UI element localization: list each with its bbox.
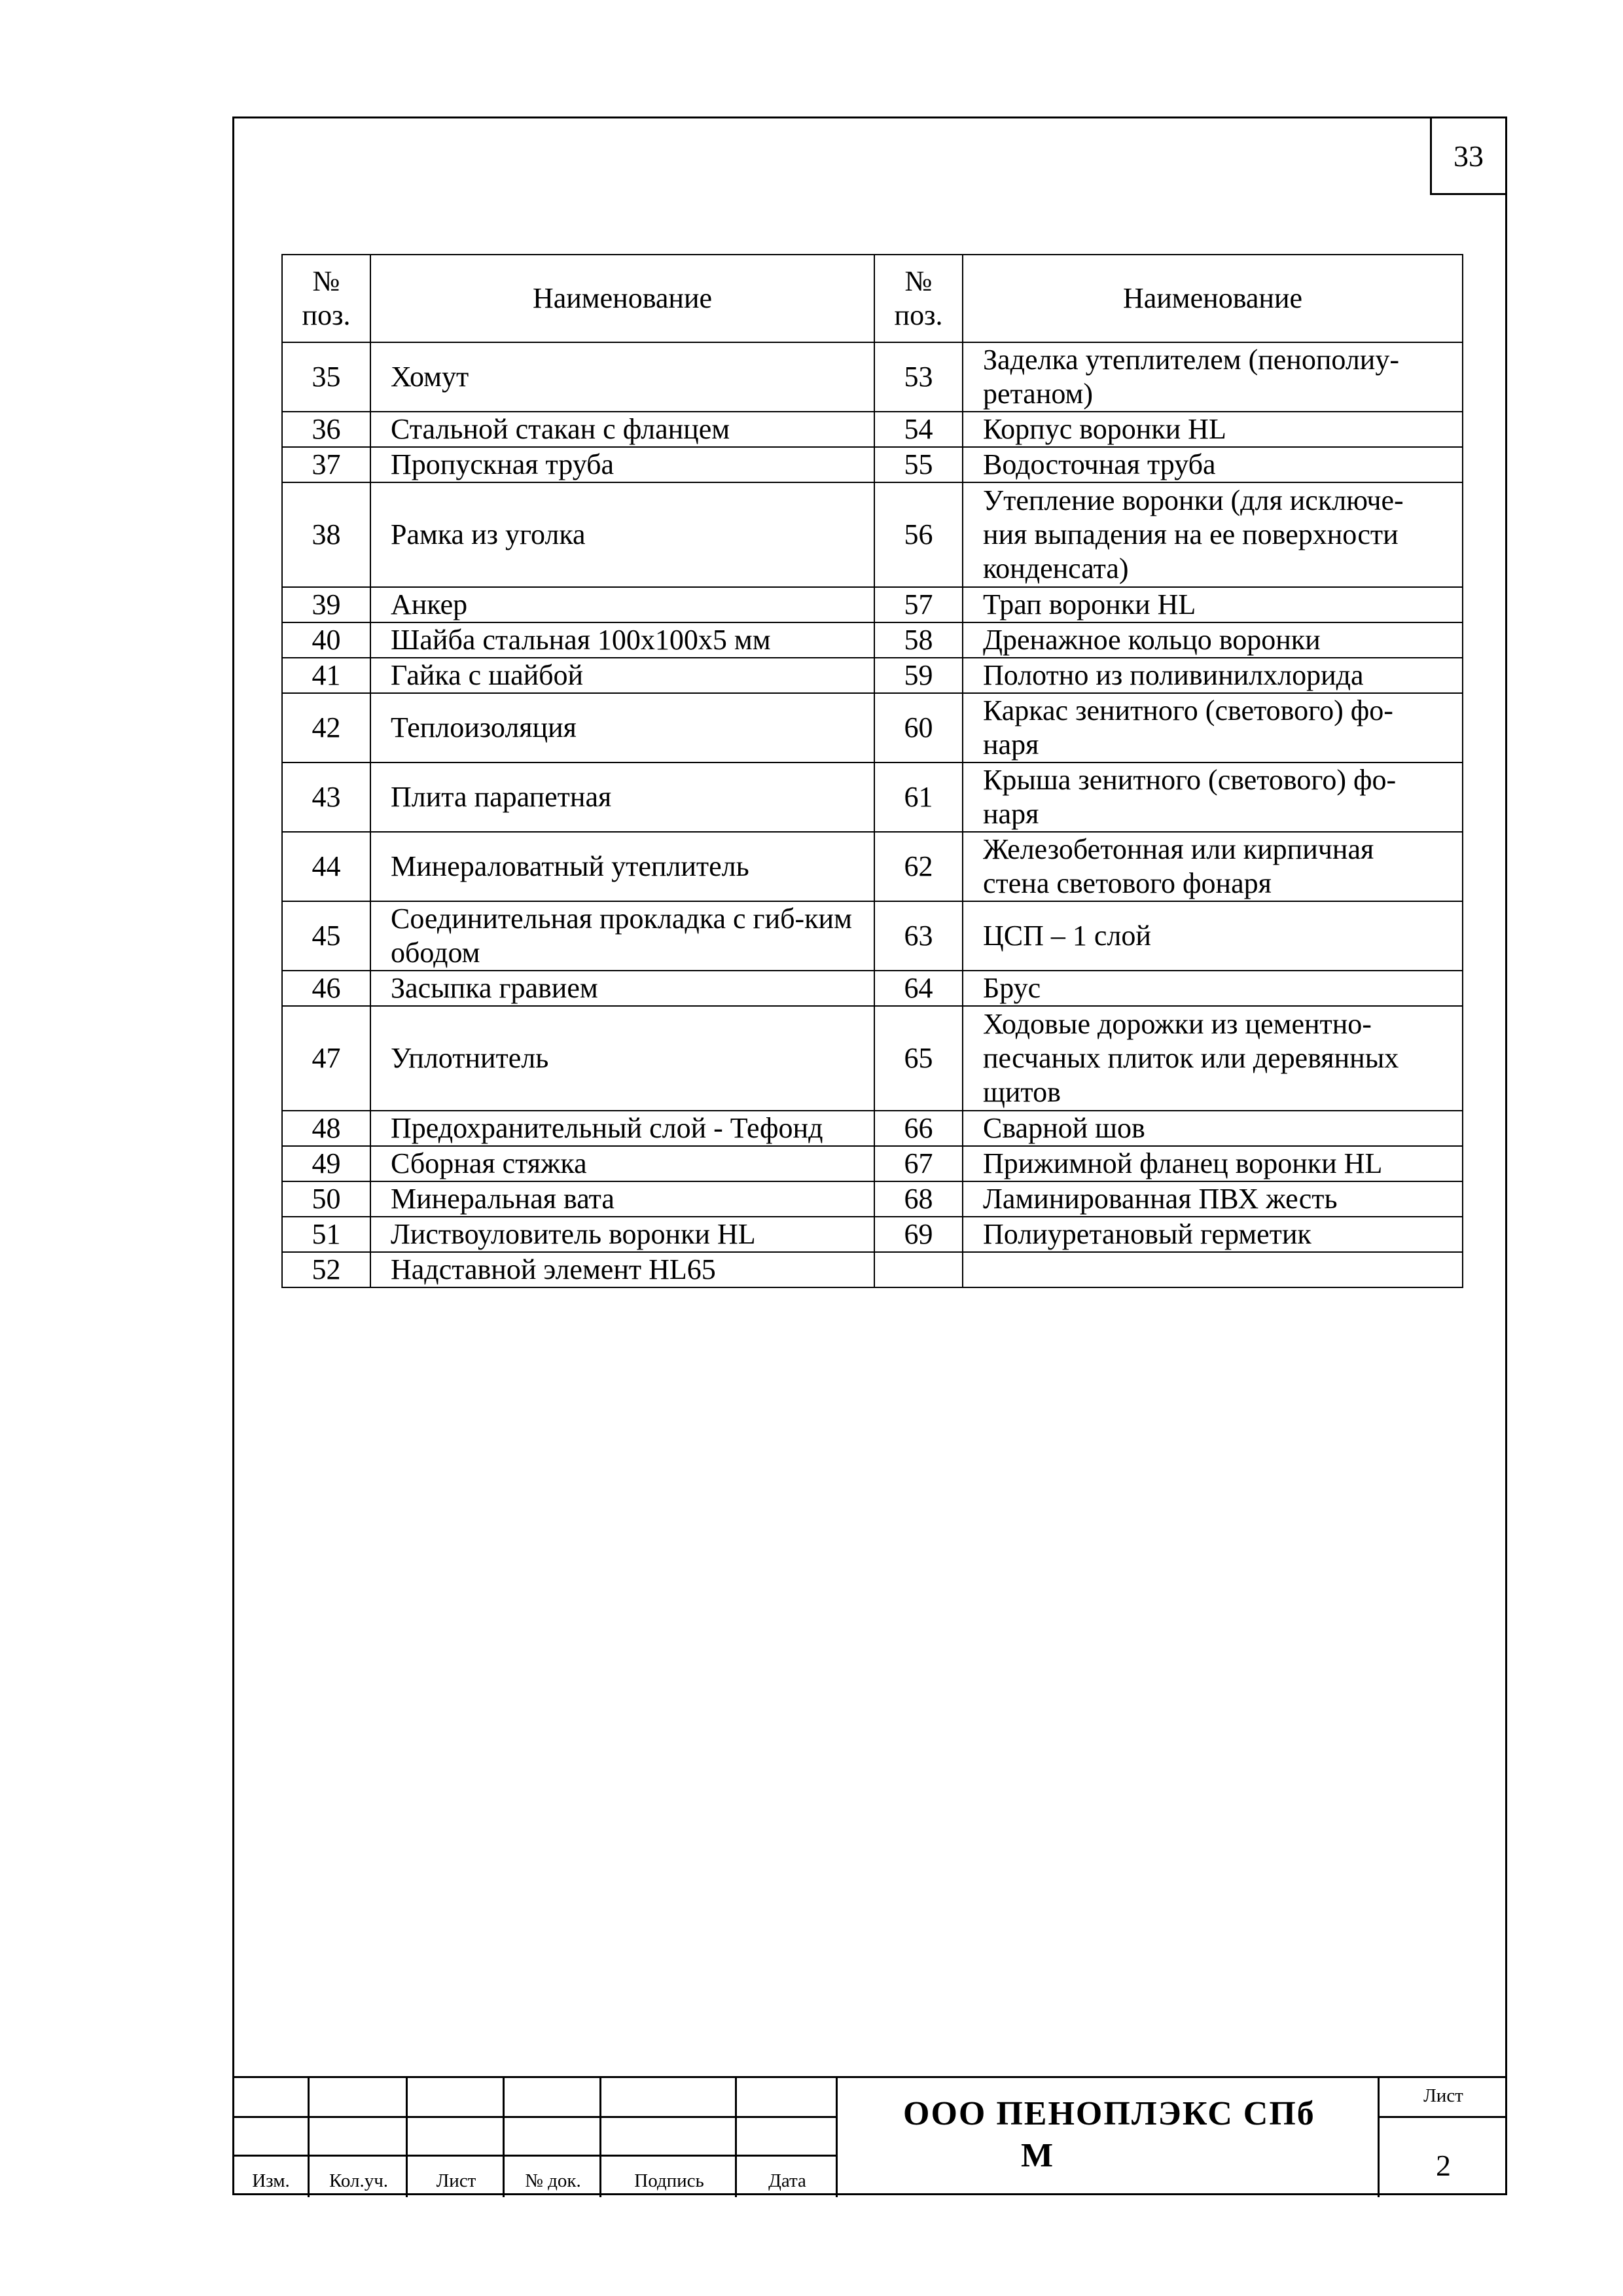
position-number-right: 57	[874, 587, 963, 622]
position-number-right: 63	[874, 901, 963, 971]
position-number-right: 58	[874, 622, 963, 658]
position-number-right: 62	[874, 832, 963, 901]
stamp-label-ndok: № док.	[525, 2170, 581, 2191]
table-row	[282, 693, 1463, 762]
position-number-left: 51	[282, 1217, 370, 1252]
table-row	[282, 762, 1463, 832]
position-number-left: 39	[282, 587, 370, 622]
table-row	[282, 1006, 1463, 1111]
table-row	[282, 1146, 1463, 1181]
table-row	[282, 1181, 1463, 1217]
table-row	[282, 342, 1463, 412]
table-row	[282, 622, 1463, 658]
item-name-left: Теплоизоляция	[370, 693, 874, 762]
table-row	[282, 587, 1463, 622]
item-name-left: Предохранительный слой - Тефонд	[370, 1111, 874, 1146]
item-name-right: Крыша зенитного (светового) фо-наря	[963, 762, 1463, 832]
item-name-right: Каркас зенитного (светового) фо-наря	[963, 693, 1463, 762]
header-name-2: Наименование	[963, 255, 1463, 342]
stamp-label-podpis: Подпись	[634, 2170, 704, 2191]
item-name-right: Прижимной фланец воронки HL	[963, 1146, 1463, 1181]
item-name-left: Минеральная вата	[370, 1181, 874, 1217]
position-number-right: 56	[874, 482, 963, 587]
position-number-left: 49	[282, 1146, 370, 1181]
position-number-left: 47	[282, 1006, 370, 1111]
position-number-left: 42	[282, 693, 370, 762]
item-name-left: Гайка с шайбой	[370, 658, 874, 693]
position-number-left: 43	[282, 762, 370, 832]
item-name-left: Хомут	[370, 342, 874, 412]
item-name-right: Брус	[963, 971, 1463, 1006]
item-name-left: Соединительная прокладка с гиб-ким ободом	[370, 901, 874, 971]
header-pos-label: № поз.	[302, 265, 351, 331]
position-number-right: 54	[874, 412, 963, 447]
position-number-left: 36	[282, 412, 370, 447]
item-name-right: Железобетонная или кирпичная стена светового фонаря	[963, 832, 1463, 901]
item-name-right: Корпус воронки HL	[963, 412, 1463, 447]
position-number-left: 46	[282, 971, 370, 1006]
sheet-label: Лист	[1423, 2085, 1463, 2106]
table-row	[282, 412, 1463, 447]
table-row	[282, 482, 1463, 587]
position-number-left: 35	[282, 342, 370, 412]
table-row	[282, 1111, 1463, 1146]
item-name-right: Утепление воронки (для исключе-ния выпадения на ее поверхности конденсата)	[963, 482, 1463, 587]
specification-table	[281, 254, 1463, 1288]
item-name-left: Минераловатный утеплитель	[370, 832, 874, 901]
position-number-left: 48	[282, 1111, 370, 1146]
item-name-right: Ходовые дорожки из цементно-песчаных плиток или деревянных щитов	[963, 1006, 1463, 1111]
position-number-right: 55	[874, 447, 963, 482]
item-name-left: Надставной элемент HL65	[370, 1252, 874, 1287]
position-number-right: 53	[874, 342, 963, 412]
header-pos-label: № поз.	[894, 265, 943, 331]
page-number: 33	[1430, 117, 1507, 195]
position-number-left: 52	[282, 1252, 370, 1287]
item-name-left: Стальной стакан с фланцем	[370, 412, 874, 447]
position-number-left: 44	[282, 832, 370, 901]
company-line-2: М	[1021, 2137, 1054, 2174]
table-row	[282, 971, 1463, 1006]
stamp-label-data: Дата	[768, 2170, 806, 2191]
position-number-left: 37	[282, 447, 370, 482]
item-name-right: Водосточная труба	[963, 447, 1463, 482]
table-row	[282, 447, 1463, 482]
position-number-left: 50	[282, 1181, 370, 1217]
table-row	[282, 901, 1463, 971]
item-name-right: Полиуретановый герметик	[963, 1217, 1463, 1252]
position-number-right: 59	[874, 658, 963, 693]
table-header-row	[282, 255, 1463, 342]
position-number-left: 38	[282, 482, 370, 587]
item-name-left: Пропускная труба	[370, 447, 874, 482]
stamp-label-list: Лист	[436, 2170, 476, 2191]
table-row	[282, 658, 1463, 693]
stamp-label-izm: Изм.	[252, 2170, 290, 2191]
header-pos-1	[282, 255, 370, 342]
item-name-right	[963, 1252, 1463, 1287]
item-name-right: Полотно из поливинилхлорида	[963, 658, 1463, 693]
table-row	[282, 1217, 1463, 1252]
position-number-right: 67	[874, 1146, 963, 1181]
position-number-left: 41	[282, 658, 370, 693]
company-line-1: ООО ПЕНОПЛЭКС СПб	[903, 2095, 1315, 2132]
header-name-1: Наименование	[370, 255, 874, 342]
table-row	[282, 832, 1463, 901]
table-row	[282, 1252, 1463, 1287]
item-name-left: Рамка из уголка	[370, 482, 874, 587]
item-name-left: Анкер	[370, 587, 874, 622]
item-name-right: ЦСП – 1 слой	[963, 901, 1463, 971]
position-number-left: 45	[282, 901, 370, 971]
position-number-right: 61	[874, 762, 963, 832]
item-name-left: Засыпка гравием	[370, 971, 874, 1006]
stamp-label-kolvo: Кол.уч.	[329, 2170, 389, 2191]
item-name-left: Плита парапетная	[370, 762, 874, 832]
item-name-left: Листвоуловитель воронки HL	[370, 1217, 874, 1252]
position-number-left: 40	[282, 622, 370, 658]
item-name-right: Ламинированная ПВХ жесть	[963, 1181, 1463, 1217]
item-name-right: Дренажное кольцо воронки	[963, 622, 1463, 658]
position-number-right: 65	[874, 1006, 963, 1111]
position-number-right: 68	[874, 1181, 963, 1217]
sheet-number: 2	[1436, 2148, 1451, 2182]
item-name-right: Заделка утеплителем (пенополиу-ретаном)	[963, 342, 1463, 412]
position-number-right: 66	[874, 1111, 963, 1146]
header-pos-2	[874, 255, 963, 342]
position-number-right: 64	[874, 971, 963, 1006]
item-name-left: Сборная стяжка	[370, 1146, 874, 1181]
position-number-right: 60	[874, 693, 963, 762]
company-name	[857, 2093, 1400, 2177]
position-number-right: 69	[874, 1217, 963, 1252]
item-name-left: Уплотнитель	[370, 1006, 874, 1111]
item-name-left: Шайба стальная 100x100x5 мм	[370, 622, 874, 658]
item-name-right: Трап воронки HL	[963, 587, 1463, 622]
item-name-right: Сварной шов	[963, 1111, 1463, 1146]
position-number-right	[874, 1252, 963, 1287]
